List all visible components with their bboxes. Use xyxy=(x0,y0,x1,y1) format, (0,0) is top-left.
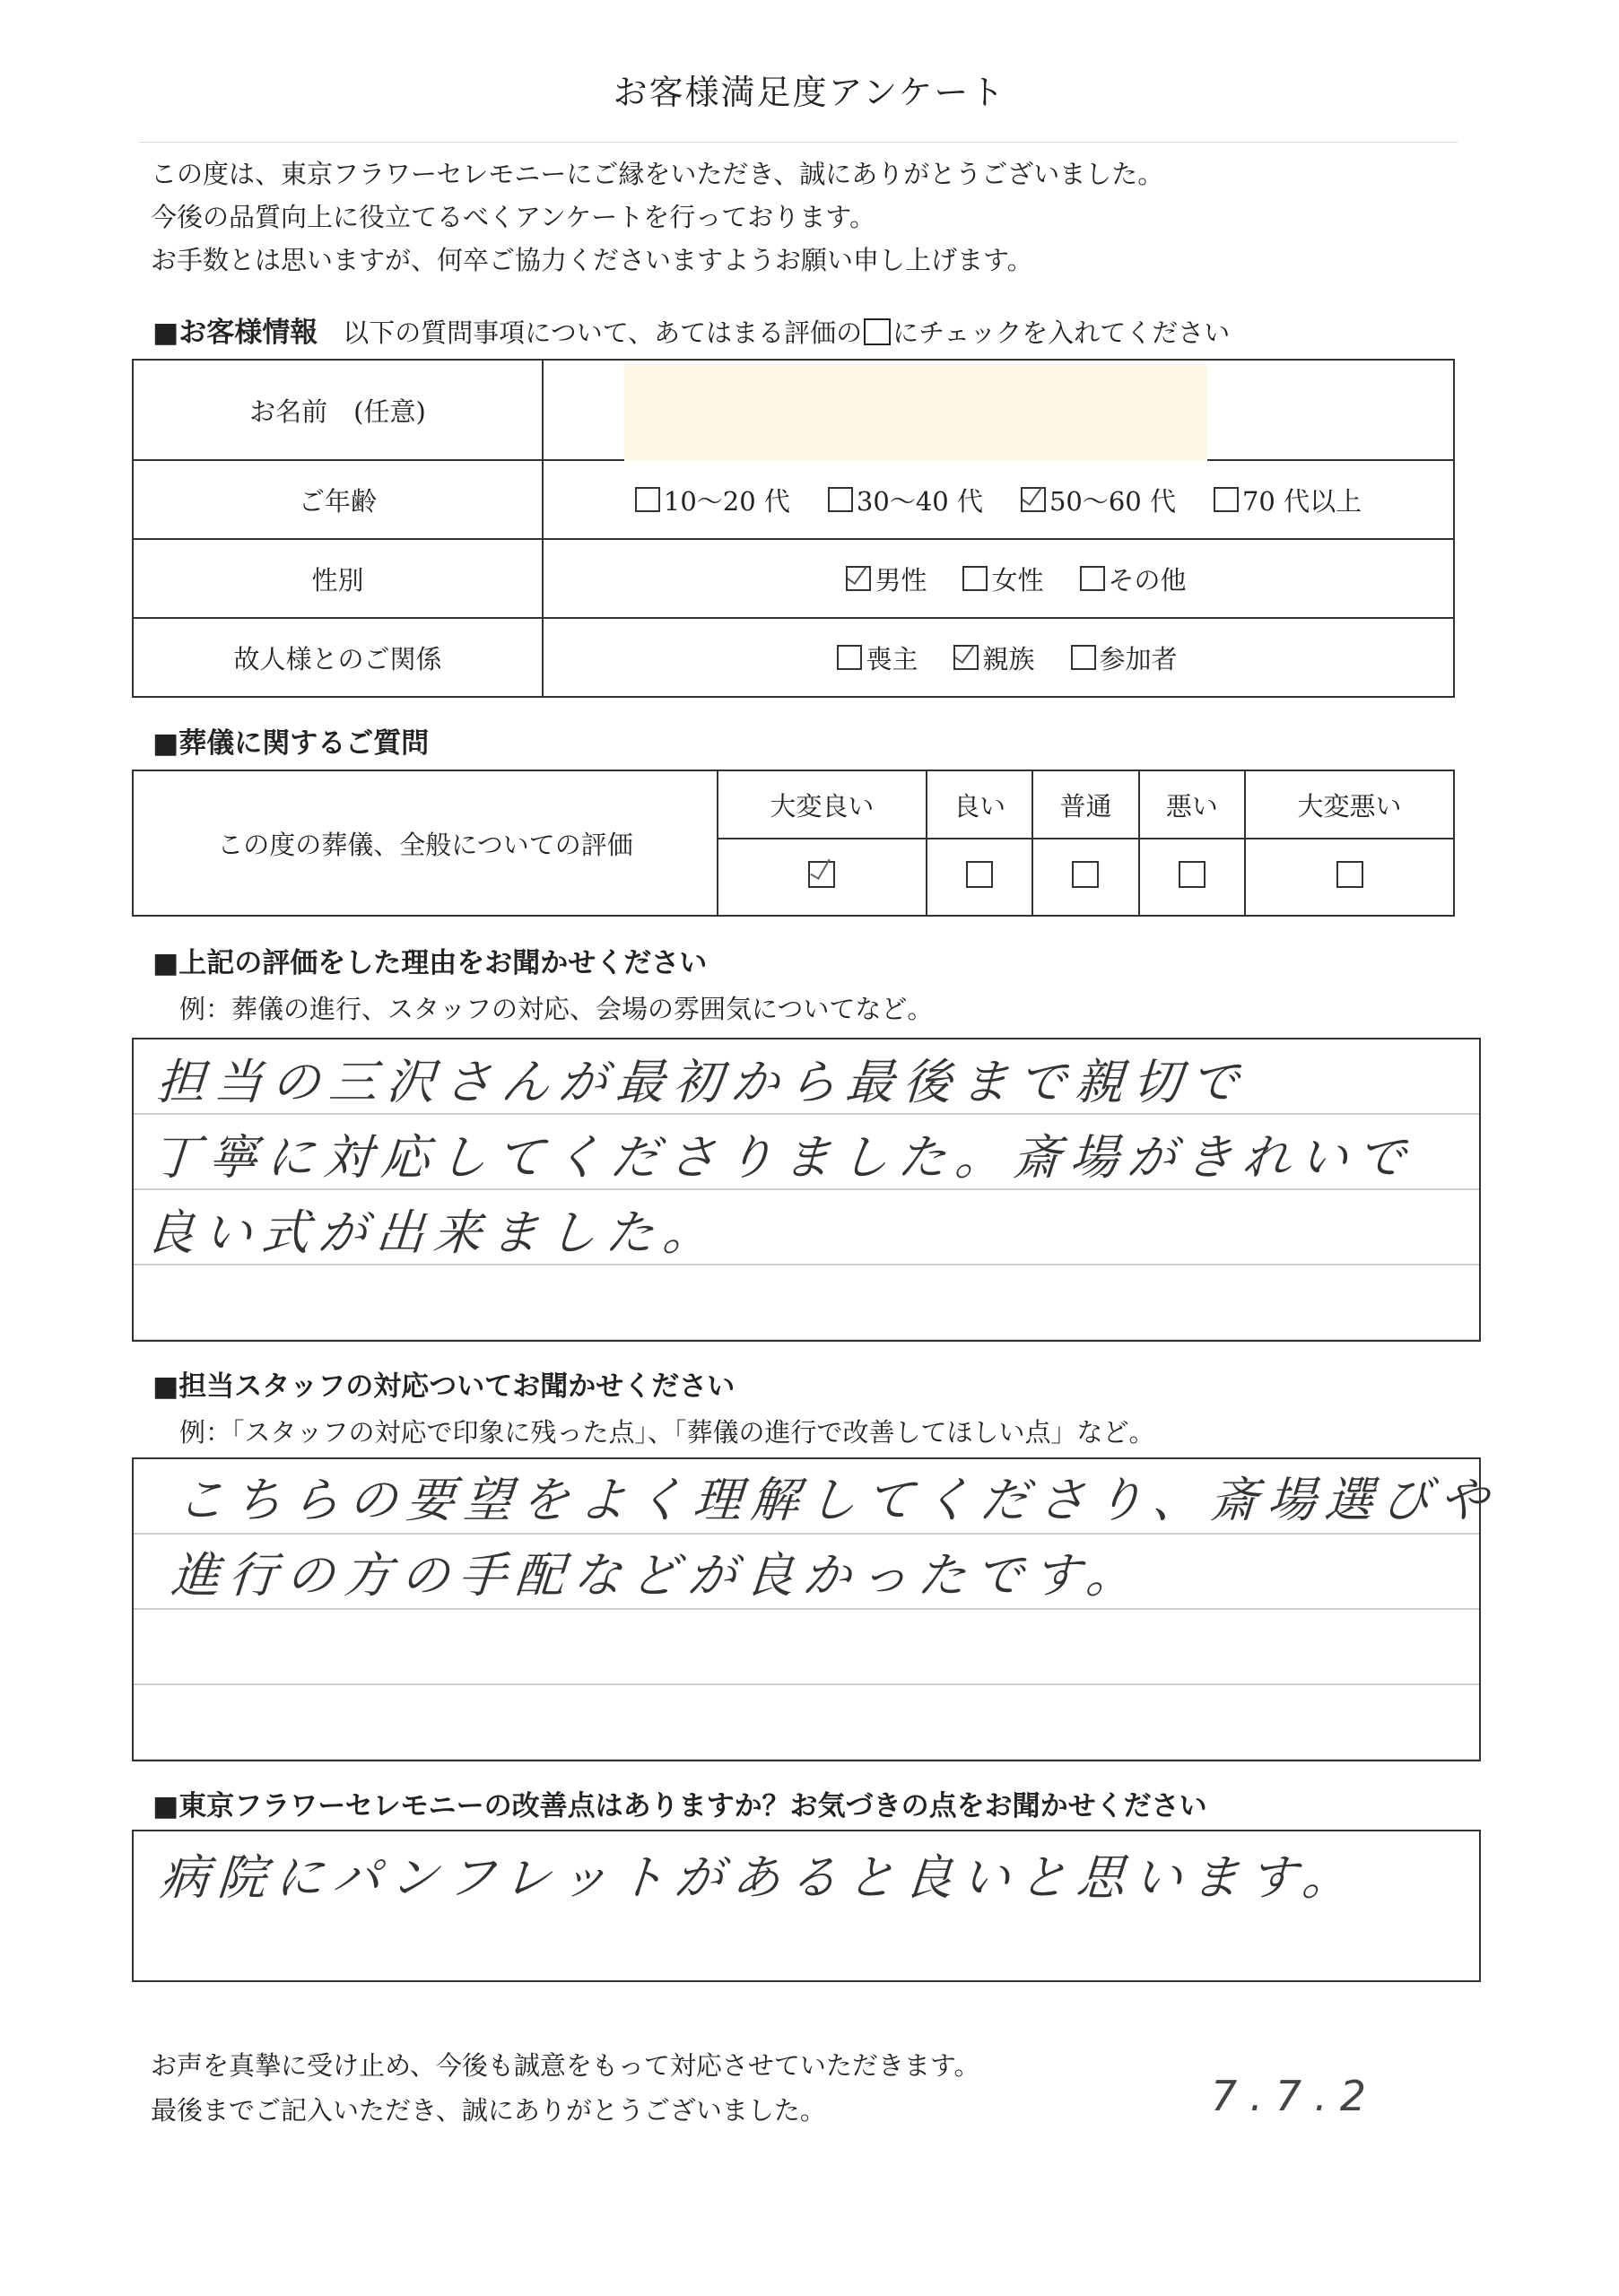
reason-answer-box[interactable] xyxy=(132,1038,1481,1342)
intro-line: この度は、東京フラワーセレモニーにご縁をいただき、誠にありがとうございました。 xyxy=(151,159,1164,189)
checkbox-icon[interactable] xyxy=(828,487,853,512)
closing-text xyxy=(151,2043,980,2133)
option-label: 参加者 xyxy=(1099,643,1178,674)
funeral-questions-heading: ■葬儀に関するご質問 xyxy=(152,727,430,760)
checkbox-icon[interactable] xyxy=(962,566,988,591)
rating-header: 悪い xyxy=(1139,770,1245,839)
gender-option-other[interactable] xyxy=(1080,561,1187,597)
staff-answer-box[interactable] xyxy=(132,1457,1500,1761)
age-label: ご年齢 xyxy=(133,460,543,539)
intro-line: お手数とは思いますが、何卒ご協力くださいますようお願い申し上げます。 xyxy=(151,245,1033,275)
survey-title: お客様満足度アンケート xyxy=(613,73,1006,112)
age-option-10-20[interactable] xyxy=(635,482,790,518)
customer-info-table xyxy=(132,359,1455,698)
instruction-before: 以下の質問事項について、あてはまる評価の xyxy=(343,317,863,348)
age-options xyxy=(543,460,1454,539)
rating-very-good[interactable] xyxy=(718,839,927,916)
rating-very-bad[interactable] xyxy=(1245,839,1454,916)
checkbox-sample-icon xyxy=(864,318,891,345)
option-label: その他 xyxy=(1108,564,1187,596)
improvement-answer xyxy=(131,1831,1483,1916)
relation-label: 故人様とのご関係 xyxy=(133,618,543,697)
answer-line: 丁寧に対応してくださりました。斎場がきれいで xyxy=(149,1129,1417,1186)
checkbox-icon[interactable] xyxy=(837,645,862,670)
option-label: 30～40 代 xyxy=(856,485,983,517)
rating-good[interactable] xyxy=(927,839,1032,916)
answer-line: 進行の方の手配などが良かったです。 xyxy=(169,1547,1145,1604)
reason-heading: ■上記の評価をした理由をお聞かせください xyxy=(152,947,708,979)
option-label: 50～60 代 xyxy=(1049,485,1176,517)
option-label: 喪主 xyxy=(866,643,918,674)
checkbox-icon[interactable] xyxy=(1179,861,1206,888)
rating-bad[interactable] xyxy=(1139,839,1245,916)
answer-line: 担当の三沢さんが最初から最後まで親切で xyxy=(154,1054,1249,1110)
staff-answer xyxy=(128,1459,1500,1613)
handwritten-date: 7.7.2 xyxy=(1211,2072,1380,2120)
intro-line: 今後の品質向上に役立てるべくアンケートを行っております。 xyxy=(151,202,875,232)
checked-checkbox-icon[interactable] xyxy=(953,645,979,670)
gender-option-male[interactable] xyxy=(846,561,927,597)
rating-average[interactable] xyxy=(1032,839,1138,916)
redaction-mark xyxy=(624,364,1207,461)
relation-options xyxy=(543,618,1454,697)
name-field[interactable] xyxy=(543,360,1454,460)
rating-table xyxy=(132,770,1455,917)
checkbox-icon[interactable] xyxy=(635,487,660,512)
reason-example: 例：葬儀の進行、スタッフの対応、会場の雰囲気についてなど。 xyxy=(179,994,934,1024)
checked-checkbox-icon[interactable] xyxy=(1021,487,1046,512)
improvement-heading: ■東京フラワーセレモニーの改善点はありますか？お気づきの点をお聞かせください xyxy=(152,1790,1207,1822)
closing-line: 最後までご記入いただき、誠にありがとうございました。 xyxy=(151,2095,826,2126)
customer-info-heading xyxy=(152,309,1230,350)
gender-option-female[interactable] xyxy=(962,561,1043,597)
customer-info-heading-text: ■お客様情報 xyxy=(152,317,318,349)
option-label: 70 代以上 xyxy=(1241,485,1362,517)
staff-heading: ■担当スタッフの対応ついてお聞かせください xyxy=(152,1370,736,1403)
answer-line: こちらの要望をよく理解してくださり、斎場選びや xyxy=(174,1472,1500,1528)
rating-header: 良い xyxy=(927,770,1032,839)
checkbox-icon[interactable] xyxy=(1072,861,1099,888)
gender-options xyxy=(543,539,1454,618)
improvement-answer-box[interactable] xyxy=(132,1830,1481,1982)
instruction-after: にチェックを入れてください xyxy=(892,317,1231,348)
staff-example: 例：「スタッフの対応で印象に残った点」、「葬儀の進行で改善してほしい点」など。 xyxy=(179,1417,1155,1448)
rating-header: 大変良い xyxy=(718,770,927,839)
name-label: お名前 (任意) xyxy=(133,360,543,460)
age-option-50-60[interactable] xyxy=(1021,482,1176,518)
relation-option-relative[interactable] xyxy=(953,639,1034,676)
checkbox-icon[interactable] xyxy=(1336,861,1363,888)
relation-option-chief-mourner[interactable] xyxy=(837,639,918,676)
checked-checkbox-icon[interactable] xyxy=(846,566,871,591)
option-label: 親族 xyxy=(982,643,1035,674)
option-label: 男性 xyxy=(875,564,927,596)
rating-header: 大変悪い xyxy=(1245,770,1454,839)
checked-checkbox-icon[interactable] xyxy=(808,861,835,888)
rating-header: 普通 xyxy=(1032,770,1138,839)
checkbox-icon[interactable] xyxy=(966,861,993,888)
gender-label: 性別 xyxy=(133,539,543,618)
relation-option-attendee[interactable] xyxy=(1071,639,1178,676)
closing-line: お声を真摯に受け止め、今後も誠意をもって対応させていただきます。 xyxy=(151,2050,980,2081)
option-label: 女性 xyxy=(991,564,1044,596)
answer-line: 良い式が出来ました。 xyxy=(144,1205,723,1261)
option-label: 10～20 代 xyxy=(663,485,790,517)
age-option-30-40[interactable] xyxy=(828,482,983,518)
title-divider xyxy=(139,142,1458,143)
instruction-text xyxy=(343,317,1230,348)
checkbox-icon[interactable] xyxy=(1214,487,1239,512)
answer-line: 病院にパンフレットがあると良いと思います。 xyxy=(158,1849,1362,1906)
checkbox-icon[interactable] xyxy=(1080,566,1105,591)
rating-question: この度の葬儀、全般についての評価 xyxy=(133,770,718,916)
age-option-70-plus[interactable] xyxy=(1214,482,1362,518)
intro-text xyxy=(151,152,1163,282)
checkbox-icon[interactable] xyxy=(1071,645,1096,670)
reason-answer xyxy=(126,1039,1487,1271)
